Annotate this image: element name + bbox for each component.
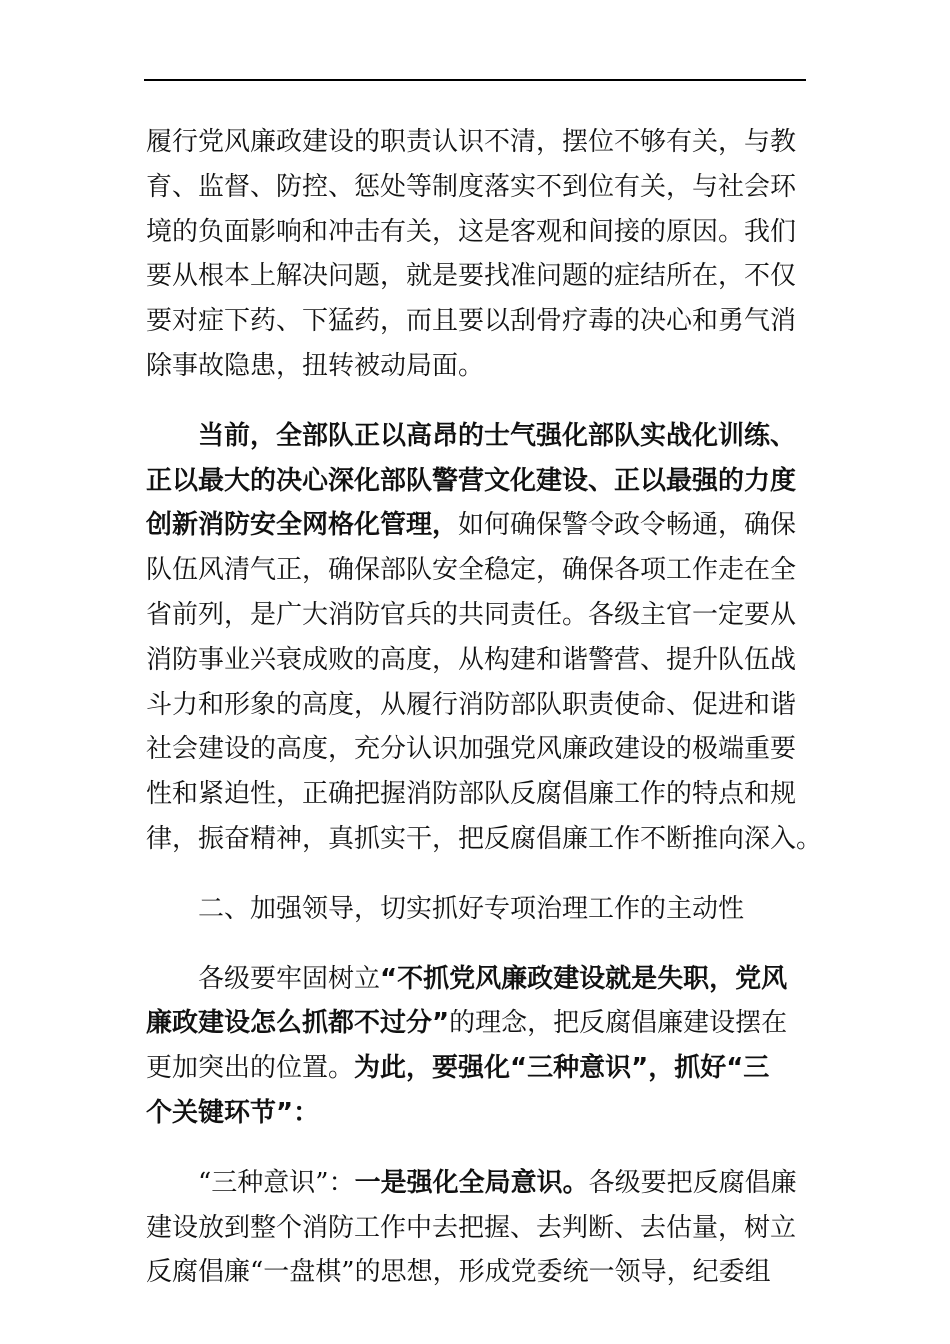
- bold-text-line: 正以最大的决心深化部队警营文化建设、正以最强的力度: [146, 465, 797, 496]
- text-line: 要对症下药、下猛药，而且要以刮骨疗毒的决心和勇气消: [146, 306, 797, 337]
- text-line: 省前列，是广大消防官兵的共同责任。各级主官一定要从: [146, 599, 797, 630]
- text-line: [146, 1161, 808, 1206]
- text-line: [146, 957, 808, 1002]
- text-line: 建设放到整个消防工作中去把握、去判断、去估量，树立: [146, 1212, 797, 1243]
- bold-phrase: “不抓党风廉政建设就是失职，党风: [380, 963, 788, 994]
- text-phrase: 更加突出的位置。: [146, 1053, 355, 1084]
- text-phrase: 各级要牢固树立: [198, 963, 381, 994]
- text-line: 要从根本上解决问题，就是要找准问题的症结所在，不仅: [146, 261, 797, 292]
- text-line: 育、监督、防控、惩处等制度落实不到位有关，与社会环: [146, 171, 797, 202]
- text-line: 社会建设的高度，充分认识加强党风廉政建设的极端重要: [146, 734, 797, 765]
- bold-phrase: 廉政建设怎么抓都不过分”: [146, 1008, 450, 1039]
- text-phrase: “三种意识”：: [198, 1167, 355, 1198]
- bold-text-line: 个关键环节”：: [146, 1097, 320, 1128]
- text-line: 反腐倡廉“一盘棋”的思想，形成党委统一领导，纪委组: [146, 1257, 771, 1288]
- text-line: [146, 503, 808, 548]
- text-line: 律，振奋精神，真抓实干，把反腐倡廉工作不断推向深入。: [146, 823, 823, 854]
- text-line: [146, 1001, 808, 1046]
- text-line: 履行党风廉政建设的职责认识不清，摆位不够有关，与教: [146, 127, 797, 157]
- text-line: 境的负面影响和冲击有关，这是客观和间接的原因。我们: [146, 216, 797, 247]
- paragraph-1: [146, 120, 808, 389]
- bold-text-line: 当前，全部队正以高昂的士气强化部队实战化训练、: [198, 420, 797, 451]
- bold-phrase: 一是强化全局意识。: [354, 1167, 589, 1198]
- text-line: [146, 1046, 808, 1091]
- paragraph-3: [146, 957, 808, 1136]
- text-line: 除事故隐患，扭转被动局面。: [146, 350, 485, 381]
- bold-phrase: 为此，要强化“三种意识”，抓好“三: [354, 1053, 770, 1084]
- paragraph-4: [146, 1161, 808, 1295]
- text-phrase: 如何确保警令政令畅通，确保: [458, 510, 797, 541]
- text-line: 队伍风清气正，确保部队安全稳定，确保各项工作走在全: [146, 555, 797, 586]
- header-rule: [144, 79, 806, 81]
- text-line: 斗力和形象的高度，从履行消防部队职责使命、促进和谐: [146, 689, 797, 720]
- text-phrase: 各级要把反腐倡廉: [588, 1167, 797, 1198]
- paragraph-2: [146, 414, 823, 862]
- bold-phrase: 创新消防安全网格化管理，: [146, 510, 459, 541]
- text-line: 性和紧迫性，正确把握消防部队反腐倡廉工作的特点和规: [146, 779, 797, 810]
- text-phrase: 的理念，把反腐倡廉建设摆在: [449, 1008, 788, 1039]
- text-line: 消防事业兴衰成败的高度，从构建和谐警营、提升队伍战: [146, 644, 797, 675]
- document-body: [146, 120, 823, 1295]
- section-heading: 二、加强领导，切实抓好专项治理工作的主动性: [198, 893, 745, 924]
